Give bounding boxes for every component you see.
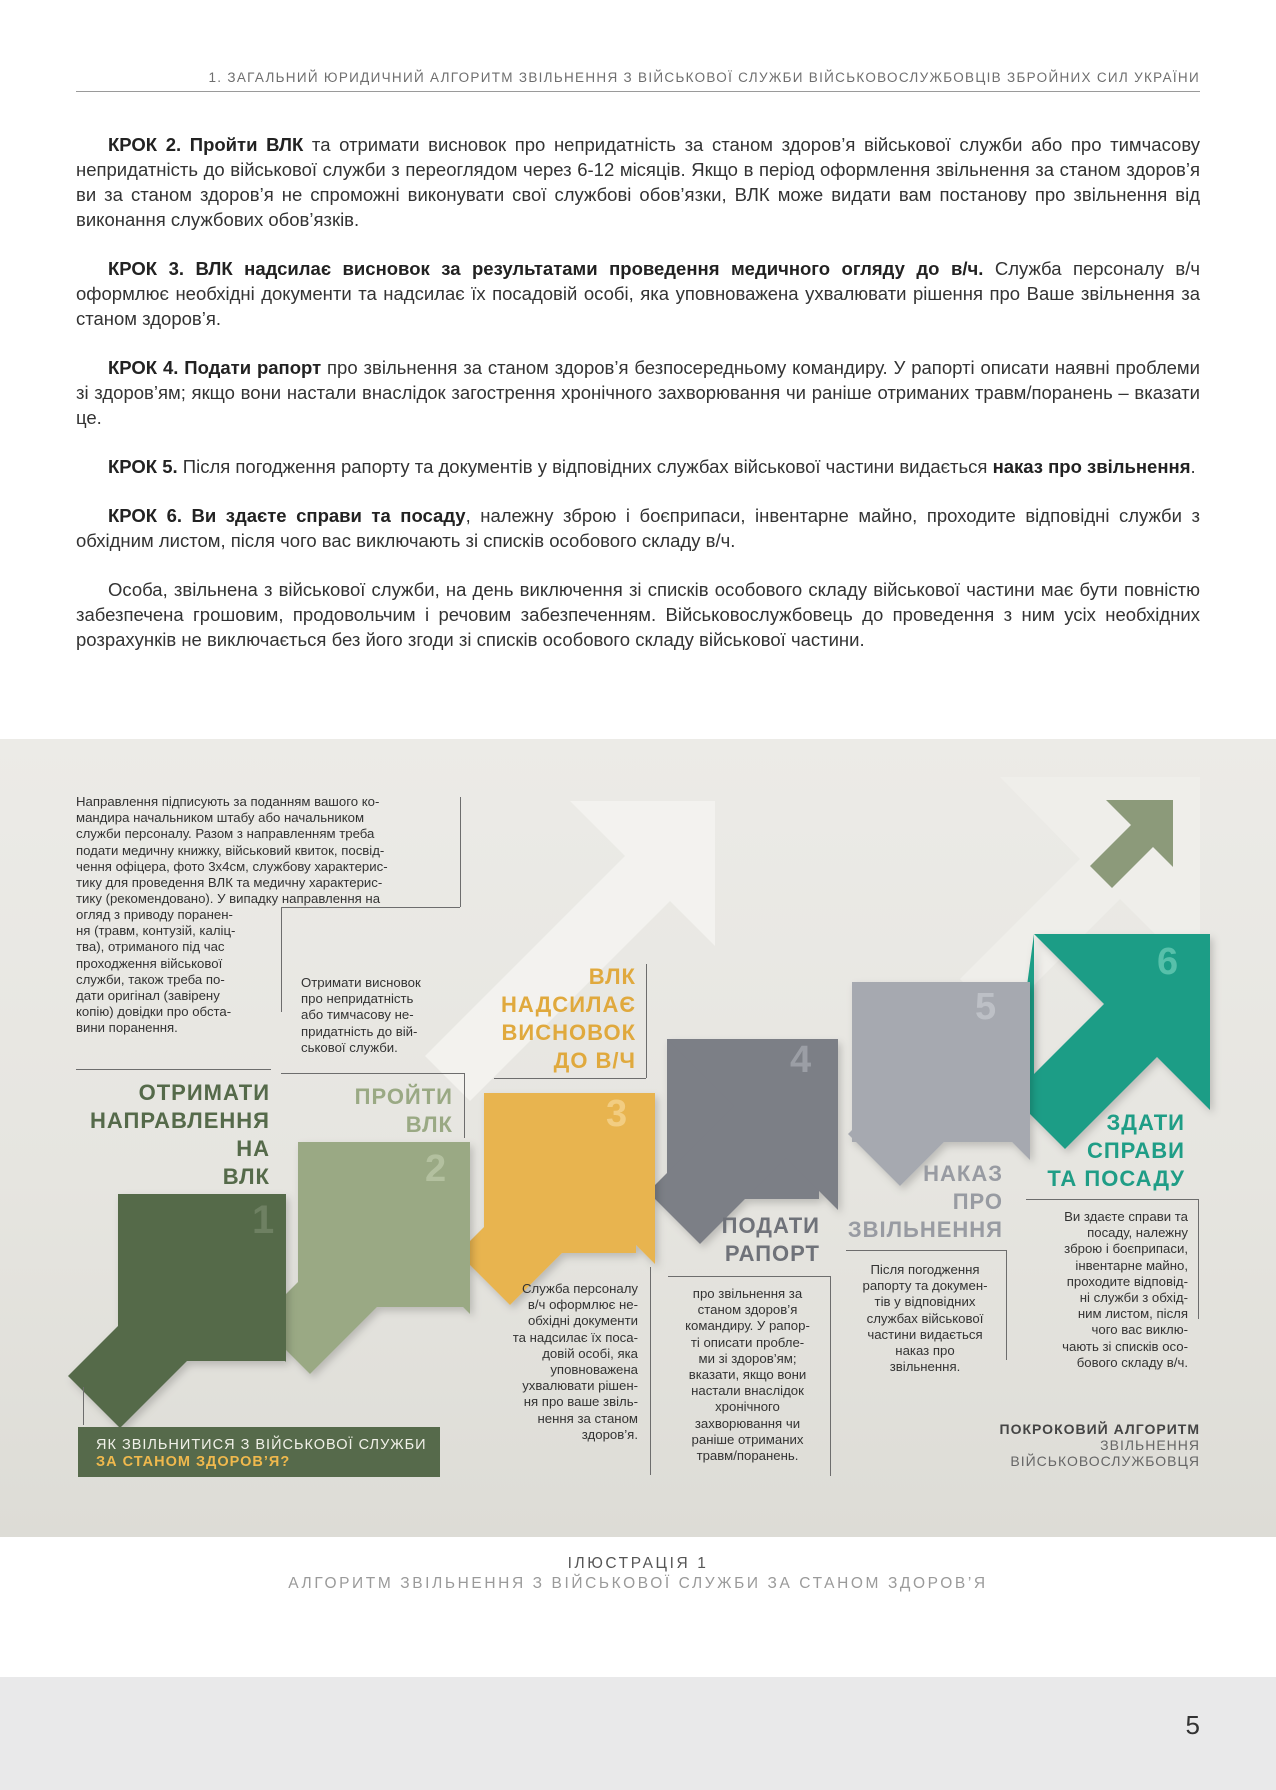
- algorithm-label: ПОКРОКОВИЙ АЛГОРИТМ ЗВІЛЬНЕННЯ ВІЙСЬКОВОСЛУЖБОВЦЯ: [999, 1421, 1200, 1469]
- step-number-1: 1: [252, 1198, 275, 1242]
- divider: [494, 1078, 646, 1079]
- page-number: 5: [1185, 1710, 1200, 1740]
- page-footer: [0, 1677, 1276, 1790]
- divider: [76, 1069, 271, 1070]
- divider: [1026, 1199, 1198, 1200]
- step-6-title: ЗДАТИ СПРАВИ ТА ПОСАДУ: [1047, 1110, 1185, 1191]
- step-number-5: 5: [975, 986, 997, 1028]
- step-1-description-cont: огляд з приводу поранен- ня (травм, контузій, каліц- тва), отриманого під час проходження військової служби, також треба по- дати оригінал (завірену копію) довідки про обста- вини поранення.: [76, 907, 236, 1036]
- paragraph-step-3: КРОК 3. ВЛК надсилає висновок за результатами проведення медичного огляду до в/ч. Служба персоналу в/ч оформлює необхідні документи та надсилає їх посадовій особі, яка уповноважена ухвалювати рішення про Ваше звільнення за станом здоров’я.: [76, 258, 1200, 329]
- step-2-description: Отримати висновок про непридатність або тимчасову не- придатність до вій- ськової служби.: [301, 975, 421, 1055]
- step-3-title: ВЛК НАДСИЛАЄ ВИСНОВОК ДО В/Ч: [501, 964, 636, 1073]
- step-1-description: Направлення підписують за поданням вашого ко- мандира начальником штабу або начальником служби персоналу. Разом з направленням треба подати медичну книжку, військовий квиток, посвід- чення офіцера, фото 3х4см, службову характерис- тику для проведення ВЛК та медичну характерис- тику (рекомендовано). У випадку направлення на: [76, 794, 388, 907]
- figure-caption: [0, 1554, 1276, 1594]
- step-2-title: ПРОЙТИ ВЛК: [354, 1084, 453, 1137]
- banner-question: ЯК ЗВІЛЬНИТИСЯ З ВІЙСЬКОВОЇ СЛУЖБИ ЗА СТАНОМ ЗДОРОВ’Я?: [78, 1427, 440, 1477]
- step-5-arrow: [848, 982, 1030, 1186]
- step-5-title: НАКАЗ ПРО ЗВІЛЬНЕННЯ: [847, 1161, 1003, 1242]
- caption-subtitle: АЛГОРИТМ ЗВІЛЬНЕННЯ З ВІЙСЬКОВОЇ СЛУЖБИ ЗА СТАНОМ ЗДОРОВ’Я: [288, 1575, 988, 1592]
- step-4-description: про звільнення за станом здоров’я командиру. У рапор- ті описати пробле- ми зі здоров’ям; вказати, якщо вони настали внаслідок хронічного захворювання чи раніше отриманих травм/поранень.: [685, 1286, 810, 1464]
- divider: [846, 1250, 1006, 1251]
- running-header: 1. ЗАГАЛЬНИЙ ЮРИДИЧНИЙ АЛГОРИТМ ЗВІЛЬНЕННЯ З ВІЙСЬКОВОЇ СЛУЖБИ ВІЙСЬКОВОСЛУЖБОВЦІВ ЗБРОЙНИХ СИЛ УКРАЇНИ: [76, 70, 1200, 92]
- step-number-6: 6: [1157, 941, 1179, 983]
- step-3-description: Служба персоналу в/ч оформлює не- обхідні документи та надсилає їх поса- довій особі, яка уповноважена ухвалювати рішен- ня про ваше звіль- нення за станом здоров’я.: [512, 1281, 638, 1442]
- paragraph-step-5: КРОК 5. Після погодження рапорту та документів у відповідних службах військової частини видається наказ про звільнення.: [108, 456, 1196, 477]
- step-1-title: ОТРИМАТИ НАПРАВЛЕННЯ НА ВЛК: [90, 1080, 270, 1189]
- step-number-4: 4: [790, 1039, 812, 1081]
- step-4-title: ПОДАТИ РАПОРТ: [721, 1213, 820, 1266]
- banner-pointer: [83, 1387, 84, 1425]
- divider: [650, 1267, 651, 1475]
- caption-title: ІЛЮСТРАЦІЯ 1: [567, 1555, 709, 1572]
- divider: [1006, 1250, 1007, 1360]
- divider: [830, 1276, 831, 1476]
- divider: [464, 1073, 465, 1138]
- step-number-2: 2: [425, 1148, 447, 1190]
- paragraph-closing: Особа, звільнена з військової служби, на день виключення зі списків особового складу військової частини має бути повністю забезпечена грошовим, продовольчим і речовим забезпеченням. Військовослужбовець до проведення з ним усіх необхідних розрахунків не виключається без його згоди зі списків особового складу військової частини.: [76, 579, 1200, 650]
- illustration-steps: [0, 739, 1276, 1537]
- divider: [1198, 1199, 1199, 1319]
- divider: [281, 907, 460, 908]
- step-number-3: 3: [606, 1093, 628, 1135]
- step-6-description: Ви здаєте справи та посаду, належну зброю і боєприпаси, інвентарне майно, проходите відповід- ні служби з обхід- ним листом, після чого вас виклю- чають зі списків осо- бового складу в/ч.: [1062, 1209, 1188, 1370]
- divider: [646, 964, 647, 1078]
- divider: [668, 1276, 830, 1277]
- step-5-description: Після погодження рапорту та докумен- тів у відповідних службах військової частини видається наказ про звільнення.: [862, 1262, 988, 1375]
- paragraph-step-6: КРОК 6. Ви здаєте справи та посаду, належну зброю і боєприпаси, інвентарне майно, проходите відповідні служби з обхідним листом, після чого вас виключають зі списків особового складу в/ч.: [76, 505, 1200, 551]
- paragraph-step-4: КРОК 4. Подати рапорт про звільнення за станом здоров’я безпосередньому командиру. У рапорті описати наявні проблеми зі здоров’ям; якщо вони настали внаслідок загострення хронічного захворювання чи раніше отриманих травм/поранень – вказати це.: [76, 357, 1200, 428]
- body-text: [76, 132, 1200, 676]
- divider: [281, 1073, 464, 1074]
- divider: [460, 797, 461, 907]
- divider: [281, 907, 282, 1012]
- paragraph-step-2: КРОК 2. Пройти ВЛК та отримати висновок про непридатність за станом здоров’я військової служби або про тимчасову непридатність до військової служби з переоглядом через 6-12 місяців. Якщо в період оформлення звільнення за станом здоров’я ви за станом здоров’я не спроможні виконувати свої службові обов’язки, ВЛК може видати вам постанову про звільнення від виконання службових обов’язків.: [76, 134, 1200, 230]
